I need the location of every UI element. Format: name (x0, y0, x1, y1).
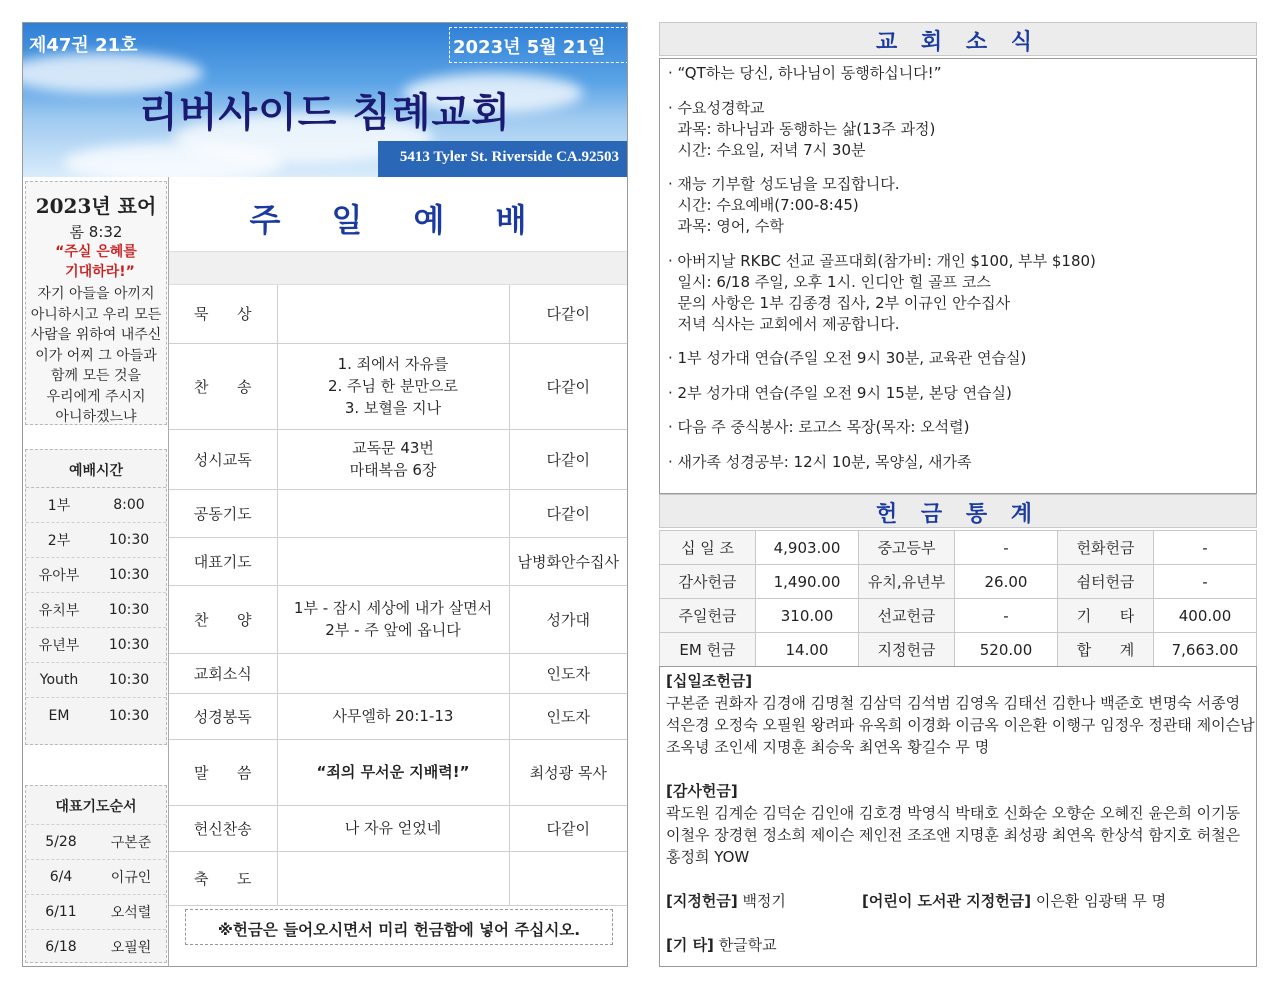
service-time: 10:30 (108, 532, 150, 548)
header-banner (23, 23, 627, 177)
prayer-order-title: 대표기도순서 (55, 799, 137, 815)
thanks-title: [감사헌금] (666, 782, 738, 800)
order-item-leader: 최성광 목사 (509, 739, 627, 805)
content-line: “죄의 무서운 지배력!” (316, 763, 470, 781)
library-names: 이은환 임광택 무 명 (1031, 892, 1167, 910)
order-item-leader: 인도자 (509, 653, 627, 693)
service-time: 10:30 (108, 637, 150, 653)
service-time-row (26, 523, 166, 558)
content-line: 1. 죄에서 자유를 (337, 355, 449, 373)
order-item-name: 찬 양 (169, 585, 277, 653)
prayer-date: 6/11 (45, 904, 77, 920)
offering-stats-row (660, 599, 1257, 633)
offering-value: - (955, 531, 1058, 565)
service-order-body (169, 285, 627, 905)
order-item-content (277, 429, 509, 489)
offering-label: 십 일 조 (660, 531, 756, 565)
order-item-content (277, 653, 509, 693)
news-item: · 수요성경학교 과목: 하나님과 동행하는 삶(13주 과정) 시간: 수요일, 저녁 7시 30분 (668, 98, 936, 159)
offering-names (659, 666, 1257, 967)
service-label: 2부 (47, 533, 71, 549)
designated-block (666, 890, 862, 912)
service-time: 10:30 (108, 672, 150, 688)
sidebar (23, 177, 169, 967)
service-order-table (169, 285, 627, 906)
offering-label: 선교헌금 (859, 599, 955, 633)
verse-line: 사람을 위하여 내주신 (30, 327, 162, 343)
service-title: 주 일 예 배 (249, 201, 547, 239)
order-item-content (277, 739, 509, 805)
verse-line: 함께 모든 것을 (50, 368, 142, 384)
church-address: 5413 Tyler St. Riverside CA.92503 (399, 149, 619, 165)
order-item-content (277, 693, 509, 739)
service-order-row (169, 537, 627, 585)
order-item-name: 교회소식 (169, 653, 277, 693)
prayer-row (26, 859, 166, 894)
news-list (659, 58, 1257, 494)
order-item-name: 말 씀 (169, 739, 277, 805)
offering-value: 520.00 (955, 633, 1058, 667)
verse-line: 아니하겠느냐 (55, 409, 137, 425)
motto-title: 2023년 표어 (35, 194, 157, 218)
service-time: 10:30 (108, 707, 150, 724)
tithe-names: 구본준 권화자 김경애 김명철 김삼덕 김석범 김영옥 김태선 김한나 백준호 변명숙 서종영 석은경 오정숙 오필원 왕려파 유옥희 이경화 이금옥 이은환 이행구 임정우 정관태 제이슨남 조옥녕 조인세 지명훈 최승욱 최연옥 황길수 무 명 (666, 694, 1255, 756)
service-label: 유치부 (38, 603, 80, 619)
verse-line: 우리에게 주시지 (46, 388, 146, 405)
order-item-leader: 다같이 (509, 285, 627, 343)
verse-line: 자기 아들을 아끼지 (37, 286, 155, 302)
prayer-date: 5/28 (45, 834, 77, 850)
offering-value: 14.00 (756, 633, 859, 667)
designated-row (666, 890, 1256, 912)
content-line: 교독문 43번 (352, 439, 434, 457)
motto-quote-line: 기대하라!” (65, 264, 135, 280)
church-name: 리버사이드 침례교회 (139, 90, 511, 136)
order-item-leader: 인도자 (509, 693, 627, 739)
offering-label: EM 헌금 (660, 633, 756, 667)
designated-names: 백정기 (737, 892, 786, 910)
news-item: · 새가족 성경공부: 12시 10분, 목양실, 새가족 (668, 452, 972, 471)
service-time-row (26, 698, 166, 733)
motto-quote-line: “주실 은혜를 (55, 244, 137, 260)
prayer-order-box (25, 785, 167, 963)
service-time: 10:30 (108, 602, 150, 618)
etc-title: [기 타] (666, 936, 714, 954)
service-time-row (26, 593, 166, 628)
offering-stats-body (660, 531, 1257, 667)
service-time-row (26, 558, 166, 593)
motto-box (25, 181, 167, 425)
prayer-date: 6/4 (49, 869, 73, 885)
etc-names: 한글학교 (713, 936, 777, 954)
offering-value: - (955, 599, 1058, 633)
prayer-name: 오석렬 (110, 905, 152, 921)
offering-value: 310.00 (756, 599, 859, 633)
offering-title: 헌 금 통 계 (659, 494, 1257, 528)
offering-label: 주일헌금 (660, 599, 756, 633)
order-item-leader: 다같이 (509, 343, 627, 429)
service-times-box (25, 449, 167, 745)
offering-value: 7,663.00 (1154, 633, 1257, 667)
news-item: · 다음 주 중식봉사: 로고스 목장(목자: 오석렬) (668, 418, 970, 436)
order-item-name: 성경봉독 (169, 693, 277, 739)
order-item-name: 성시교독 (169, 429, 277, 489)
order-item-content (277, 489, 509, 537)
service-time: 8:00 (113, 497, 145, 513)
order-item-leader: 성가대 (509, 585, 627, 653)
content-line: 마태복음 6장 (349, 461, 437, 479)
order-item-content (277, 851, 509, 905)
motto-quote (26, 242, 166, 282)
offering-label: 기 타 (1058, 599, 1154, 633)
motto-verse (26, 284, 166, 428)
service-order-row (169, 585, 627, 653)
prayer-date: 6/18 (45, 939, 77, 955)
offering-stats-row (660, 633, 1257, 667)
thanks-block (666, 780, 1256, 868)
library-block (862, 890, 1166, 912)
service-time: 10:30 (108, 567, 150, 583)
designated-title: [지정헌금] (666, 892, 738, 910)
prayer-name: 구본준 (110, 835, 152, 851)
service-time-row (26, 488, 166, 523)
news-item: · 1부 성가대 연습(주일 오전 9시 30분, 교육관 연습실) (668, 349, 1027, 367)
service-order-row (169, 693, 627, 739)
service-order-row (169, 851, 627, 905)
order-item-content (277, 805, 509, 851)
order-item-name: 헌신찬송 (169, 805, 277, 851)
issue-date: 2023년 5월 21일 (453, 37, 606, 58)
content-line: 2. 주님 한 분만으로 (327, 377, 459, 395)
content-line: 나 자유 얻었네 (344, 819, 442, 837)
verse-line: 이가 어찌 그 아들과 (35, 347, 157, 364)
thanks-names: 곽도원 김계순 김덕순 김인애 김호경 박영식 박태호 신화순 오향순 오혜진 윤은희 이기동 이철우 장경현 정소희 제이슨 제인전 조조앤 지명훈 최성광 최연옥 한상석 함지호 허철은 홍정희 YOW (666, 804, 1241, 866)
order-item-name: 공동기도 (169, 489, 277, 537)
order-item-content (277, 537, 509, 585)
order-item-name: 대표기도 (169, 537, 277, 585)
offering-label: 중고등부 (859, 531, 955, 565)
service-order-panel (169, 177, 627, 967)
service-order-row (169, 739, 627, 805)
service-order-row (169, 429, 627, 489)
verse-line: 아니하시고 우리 모든 (30, 306, 162, 323)
offering-value: 4,903.00 (756, 531, 859, 565)
title-band (169, 251, 627, 285)
offering-label: 지정헌금 (859, 633, 955, 667)
content-line: 2부 - 주 앞에 옵니다 (325, 621, 461, 639)
news-item: · “QT하는 당신, 하나님이 동행하십니다!” (668, 64, 942, 82)
prayer-row (26, 894, 166, 929)
order-item-leader: 남병화안수집사 (509, 537, 627, 585)
bulletin-back (659, 22, 1257, 967)
offering-value: 400.00 (1154, 599, 1257, 633)
service-label: 유년부 (38, 638, 80, 654)
tithe-title: [십일조헌금] (666, 672, 753, 690)
news-item: · 재능 기부할 성도님을 모집합니다. 시간: 수요예배(7:00-8:45) 과목: 영어, 수학 (668, 175, 900, 235)
order-item-leader: 다같이 (509, 805, 627, 851)
order-item-content (277, 343, 509, 429)
service-order-row (169, 285, 627, 343)
prayer-name: 오필원 (110, 940, 152, 956)
etc-block (666, 934, 1256, 956)
bulletin-front (22, 22, 628, 967)
offering-label: 합 계 (1058, 633, 1154, 667)
offering-label: 유치,유년부 (859, 565, 955, 599)
offering-stats-row (660, 565, 1257, 599)
offering-label: 쉼터헌금 (1058, 565, 1154, 599)
news-item: · 아버지날 RKBC 선교 골프대회(참가비: 개인 $100, 부부 $180) 일시: 6/18 주일, 오후 1시. 인디안 힐 골프 코스 문의 사항은 1부 김종경 집사, 2부 이규인 안수집사 저녁 식사는 교회에서 제공합니다. (668, 251, 1096, 333)
offering-label: 헌화헌금 (1058, 531, 1154, 565)
content-line: 사무엘하 20:1-13 (332, 707, 454, 725)
news-item: · 2부 성가대 연습(주일 오전 9시 15분, 본당 연습실) (668, 383, 1012, 402)
service-order-row (169, 489, 627, 537)
prayer-row (26, 929, 166, 964)
service-label: 1부 (47, 498, 71, 514)
prayer-row (26, 824, 166, 859)
offering-value: - (1154, 531, 1257, 565)
order-item-name: 묵 상 (169, 285, 277, 343)
service-order-row (169, 343, 627, 429)
volume-number: 제47권 21호 (29, 35, 138, 56)
prayer-name: 이규인 (110, 870, 152, 886)
service-times-title: 예배시간 (26, 450, 166, 488)
library-title: [어린이 도서관 지정헌금] (862, 892, 1032, 910)
service-order-row (169, 653, 627, 693)
service-time-row (26, 663, 166, 698)
news-title: 교 회 소 식 (659, 22, 1257, 56)
offering-stats-table (659, 530, 1257, 667)
order-item-name: 축 도 (169, 851, 277, 905)
offering-value: 1,490.00 (756, 565, 859, 599)
tithe-block (666, 670, 1256, 758)
order-item-content (277, 585, 509, 653)
motto-reference: 롬 8:32 (69, 223, 123, 241)
service-time-row (26, 628, 166, 663)
offering-label: 감사헌금 (660, 565, 756, 599)
service-label: Youth (39, 672, 79, 688)
content-line: 1부 - 잠시 세상에 내가 살면서 (293, 599, 493, 617)
offering-value: - (1154, 565, 1257, 599)
service-order-row (169, 805, 627, 851)
service-label: EM (48, 707, 70, 724)
offering-value: 26.00 (955, 565, 1058, 599)
service-label: 유아부 (38, 568, 80, 584)
order-item-content (277, 285, 509, 343)
order-item-name: 찬 송 (169, 343, 277, 429)
content-line: 3. 보혈을 지나 (344, 399, 442, 417)
order-item-leader (509, 851, 627, 905)
order-item-leader: 다같이 (509, 429, 627, 489)
order-item-leader: 다같이 (509, 489, 627, 537)
offering-notice: ※헌금은 들어오시면서 미리 헌금함에 넣어 주십시오. (185, 909, 613, 945)
offering-stats-row (660, 531, 1257, 565)
